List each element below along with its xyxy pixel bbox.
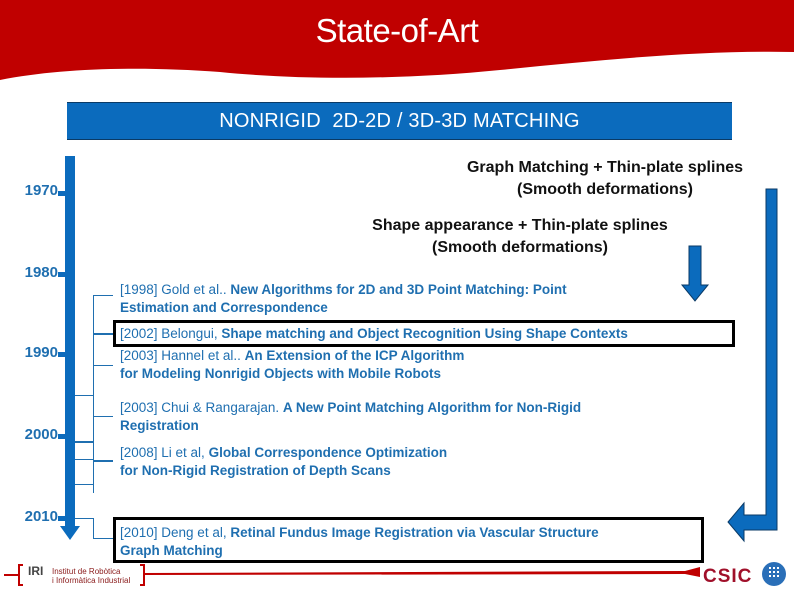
year-label-1990: 1990 <box>24 344 58 361</box>
csic-logo: CSIC <box>703 566 753 587</box>
year-tick <box>58 352 66 357</box>
upc-logo-icon <box>762 562 786 586</box>
elbow-arrow-icon <box>718 188 780 544</box>
year-tick <box>58 516 66 521</box>
year-label-1980: 1980 <box>24 264 58 281</box>
reference-hannel-2003: [2003] Hannel et al.. An Extension of the ICP Algorithm for Modeling Nonrigid Objects with Mobile Robots <box>120 348 465 381</box>
topic-banner <box>67 102 732 140</box>
timeline-arrow-head-icon <box>60 526 80 540</box>
reference-li-2008: [2008] Li et al, Global Correspondence Optimization for Non-Rigid Registration of Depth Scans <box>120 445 448 478</box>
year-label-2010: 2010 <box>24 508 58 525</box>
slide-header <box>0 0 794 80</box>
method-line: Shape appearance + Thin-plate splines <box>372 217 668 234</box>
bracket-left-icon <box>18 564 23 586</box>
reference-deng-2010: [2010] Deng et al, Retinal Fundus Image Registration via Vascular Structure Graph Matching <box>113 517 704 563</box>
year-tick <box>58 272 66 277</box>
slide-footer <box>0 555 794 595</box>
institute-name: Institut de Robòtica i Informàtica Industrial <box>52 567 131 585</box>
reference-belongui-2002: [2002] Belongui, Shape matching and Object Recognition Using Shape Contexts <box>113 320 735 347</box>
footer-line-left <box>4 574 18 576</box>
year-tick <box>58 434 66 439</box>
method-line: (Smooth deformations) <box>517 181 693 198</box>
method-line: (Smooth deformations) <box>432 239 608 256</box>
footer-line-right <box>145 565 700 579</box>
banner-text: NONRIGID 2D-2D / 3D-3D MATCHING <box>219 109 580 132</box>
arrow-down-icon <box>680 245 710 303</box>
year-label-1970: 1970 <box>24 182 58 199</box>
year-label-2000: 2000 <box>24 426 58 443</box>
method-shape-appearance <box>325 215 715 259</box>
slide-title: State-of-Art <box>315 12 479 49</box>
timeline-axis <box>65 156 75 528</box>
method-line: Graph Matching + Thin-plate splines <box>466 159 744 176</box>
reference-chui-2003: [2003] Chui & Rangarajan. A New Point Matching Algorithm for Non-Rigid Registration <box>120 400 582 433</box>
timeline <box>0 150 130 550</box>
year-tick <box>58 191 66 196</box>
reference-gold-1998: [1998] Gold et al.. New Algorithms for 2D and 3D Point Matching: Point Estimation and Correspondence <box>120 282 567 315</box>
iri-logo: IRI <box>28 564 44 578</box>
